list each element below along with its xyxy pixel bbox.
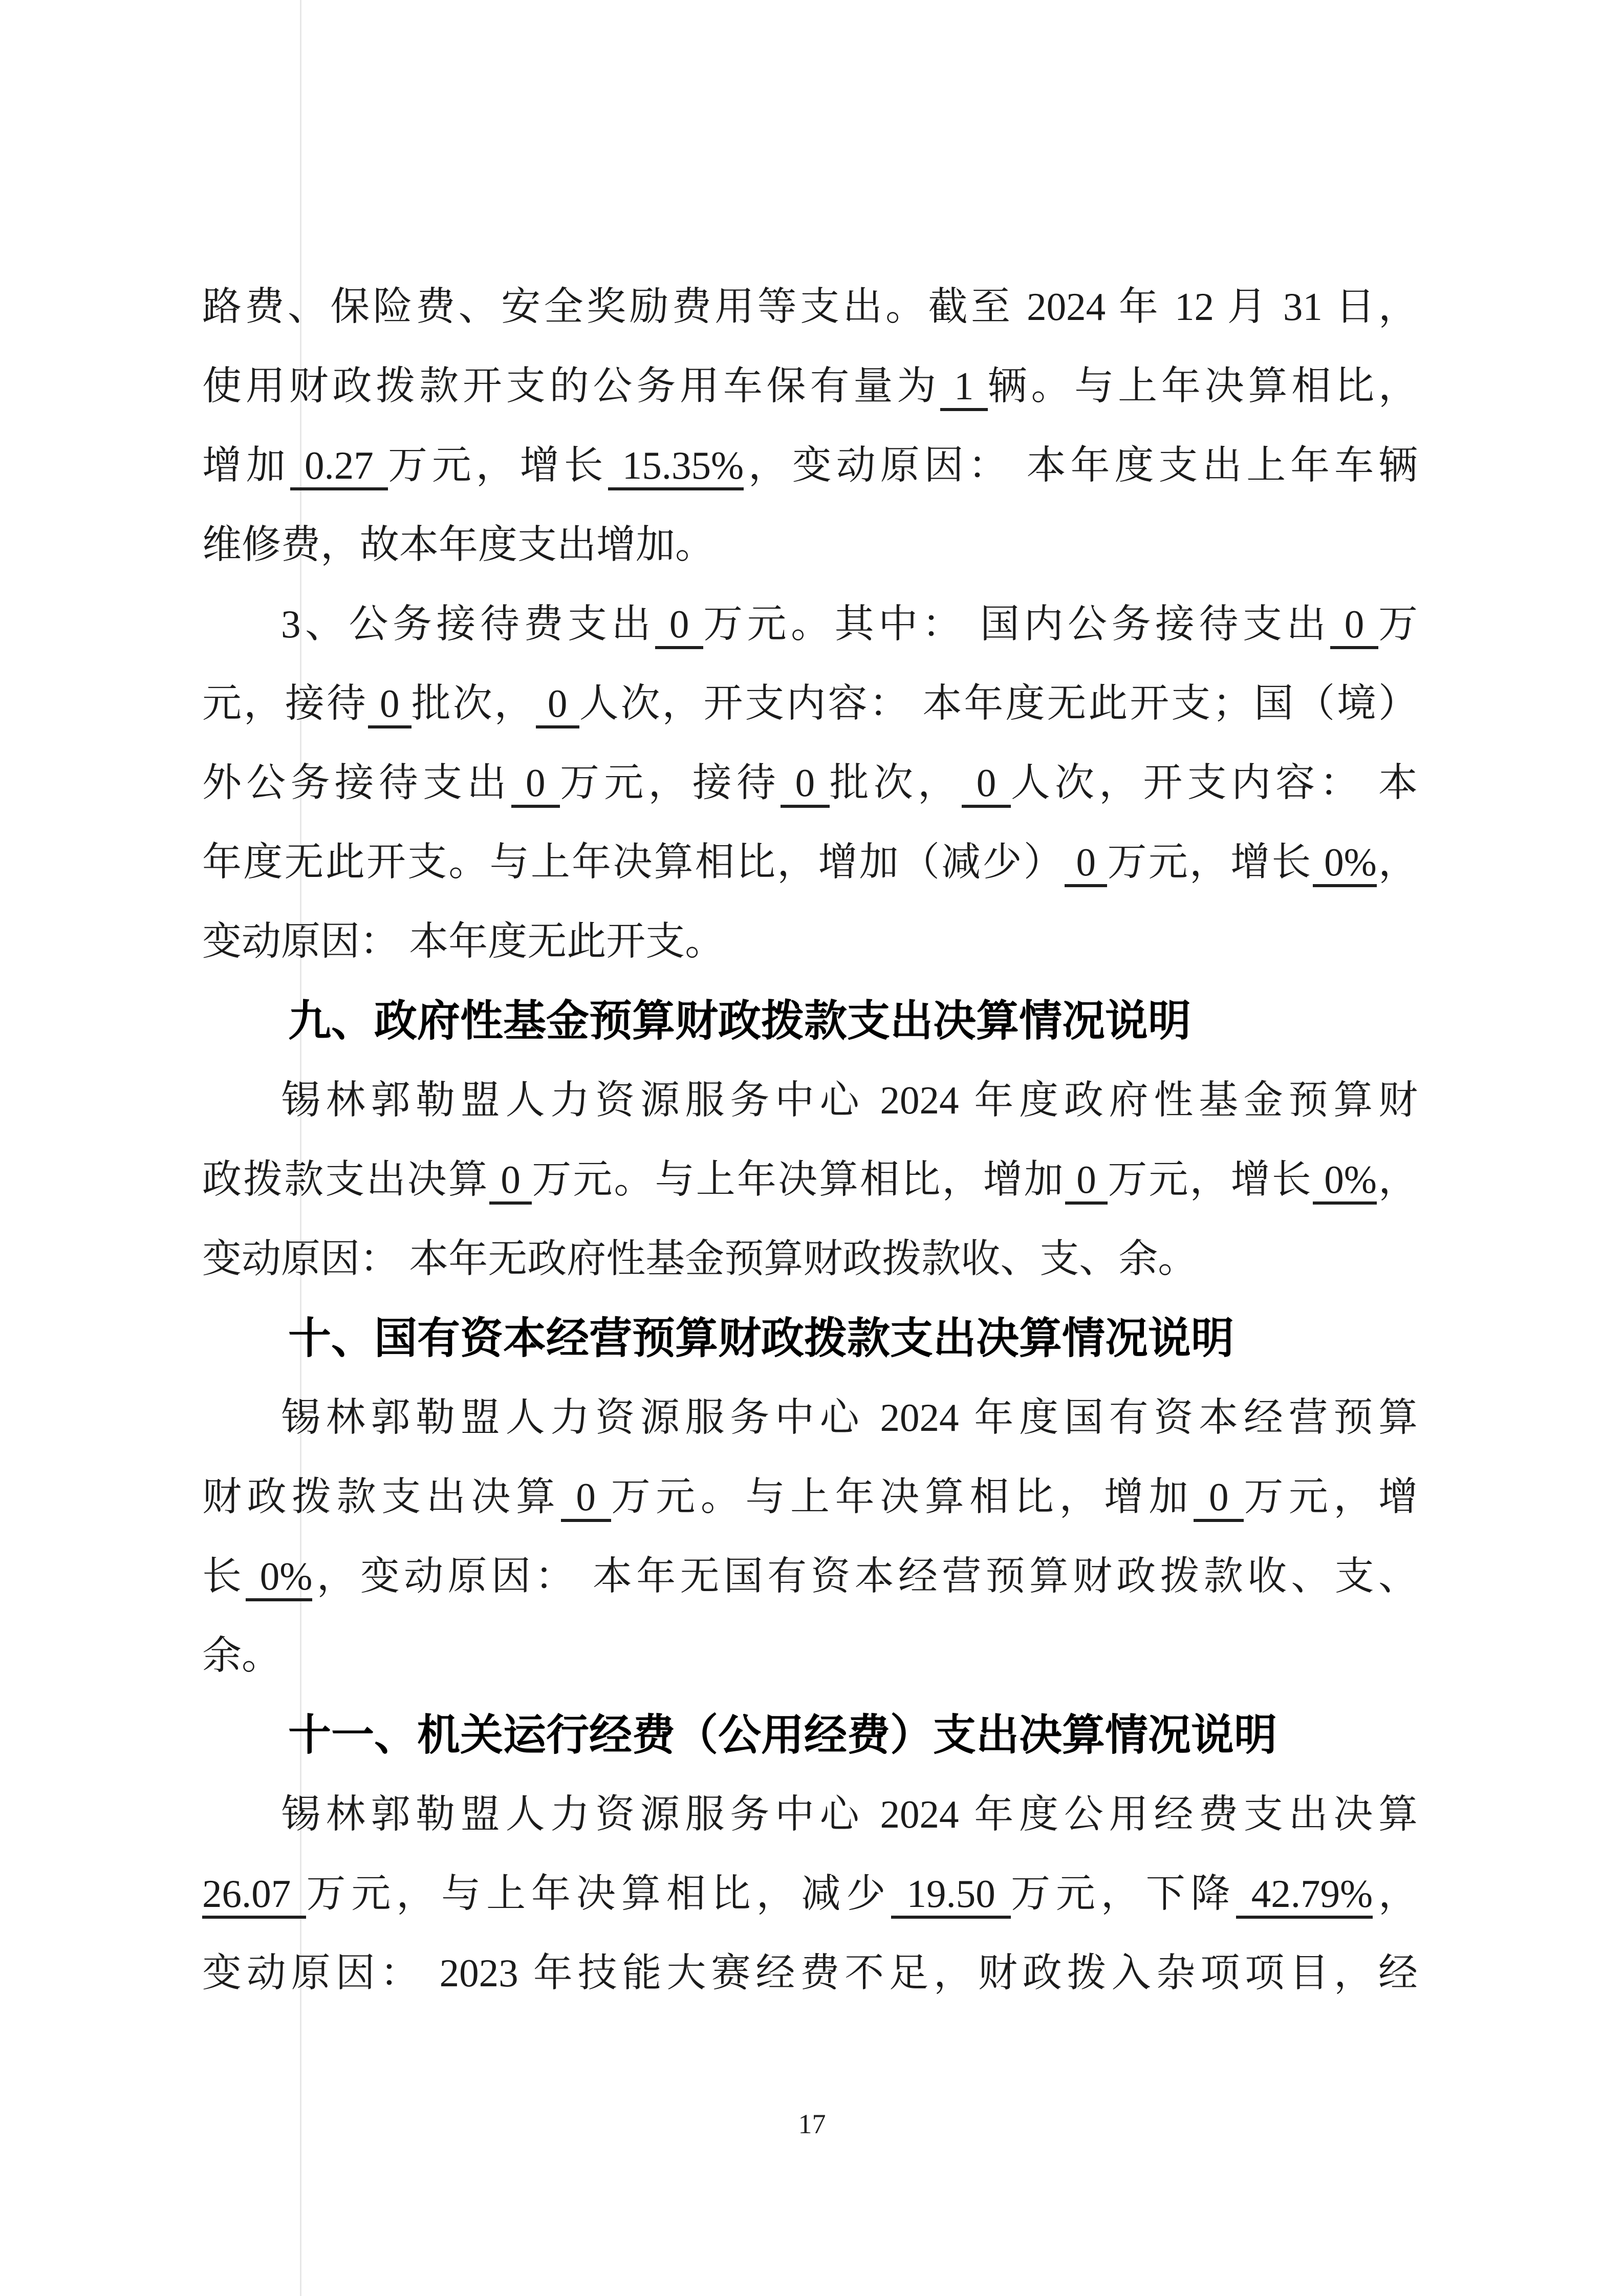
text-segment: ，变动原因： 本年无国有资本经营预算财政拨款收、支、 [312, 1554, 1418, 1598]
text-segment: 人次，开支内容： 本年度无此开支；国（境） [579, 681, 1418, 725]
underlined-value: 0 [1065, 1157, 1108, 1205]
text-line-9 [202, 902, 1418, 981]
text-line-2 [202, 347, 1418, 426]
text-segment: 辆。与上年决算相比， [987, 364, 1418, 408]
text-segment: 万元，下降 [1010, 1872, 1236, 1916]
underlined-value: 0 [1065, 840, 1107, 887]
text-segment: 财政拨款支出决算 [202, 1475, 561, 1519]
underlined-value: 0 [781, 761, 829, 808]
underlined-value: 0% [1313, 840, 1377, 887]
text-segment: 维修费，故本年度支出增加。 [202, 523, 714, 567]
underlined-value: 0 [962, 761, 1010, 808]
underlined-value: 0 [368, 681, 412, 728]
text-line-12 [202, 1140, 1418, 1219]
text-segment: 万元。与上年决算相比，增加 [611, 1475, 1194, 1519]
text-segment: 万元，增 [1244, 1475, 1418, 1519]
underlined-value: 1 [940, 364, 988, 411]
text-segment: 批次， [829, 761, 962, 805]
section-heading [202, 1299, 1418, 1378]
underlined-value: 0% [1313, 1157, 1377, 1205]
text-segment: ， [1376, 1157, 1418, 1201]
text-segment: 万元，与上年决算相比，减少 [306, 1872, 892, 1916]
text-line-20 [202, 1775, 1418, 1854]
underlined-value: 0 [511, 761, 560, 808]
text-line-13 [202, 1219, 1418, 1299]
text-segment: 锡林郭勒盟人力资源服务中心 2024 年度公用经费支出决算 [281, 1792, 1418, 1836]
text-segment: ， [1376, 840, 1418, 884]
text-segment: 年度无此开支。与上年决算相比，增加（减少） [202, 840, 1065, 884]
underlined-value: 0 [536, 681, 579, 728]
text-segment: 万元，增长 [1107, 840, 1313, 884]
underlined-value: 0 [561, 1475, 611, 1522]
underlined-value: 0 [1194, 1475, 1244, 1522]
text-segment: 增加 [202, 443, 290, 487]
text-segment: 政拨款支出决算 [202, 1157, 489, 1201]
text-segment: 十、国有资本经营预算财政拨款支出决算情况说明 [288, 1314, 1235, 1362]
text-segment: 3、公务接待费支出 [281, 602, 656, 646]
text-segment: 变动原因： 2023 年技能大赛经费不足，财政拨入杂项项目，经 [202, 1951, 1418, 1995]
document-body [202, 267, 1418, 2013]
text-segment: 十一、机关运行经费（公用经费）支出决算情况说明 [288, 1711, 1277, 1759]
text-segment: 锡林郭勒盟人力资源服务中心 2024 年度政府性基金预算财 [281, 1078, 1418, 1122]
text-line-21 [202, 1854, 1418, 1934]
text-segment: 万元，增长 [1108, 1157, 1313, 1201]
text-line-1 [202, 267, 1418, 347]
text-line-3 [202, 426, 1418, 505]
text-segment: 万 [1378, 602, 1418, 646]
text-segment: 外公务接待支出 [202, 761, 511, 805]
section-heading [202, 1696, 1418, 1775]
text-segment: 余。 [202, 1634, 281, 1678]
underlined-value: 0 [489, 1157, 532, 1205]
underlined-value: 0 [655, 602, 703, 649]
text-line-11 [202, 1061, 1418, 1140]
text-segment: 锡林郭勒盟人力资源服务中心 2024 年度国有资本经营预算 [281, 1396, 1418, 1440]
text-segment: 人次，开支内容： 本 [1010, 761, 1418, 805]
text-line-18 [202, 1616, 1418, 1696]
text-segment: 万元。与上年决算相比，增加 [532, 1157, 1065, 1201]
underlined-value: 19.50 [891, 1872, 1011, 1919]
text-line-15 [202, 1378, 1418, 1457]
section-heading [202, 981, 1418, 1061]
text-segment: 批次， [411, 681, 536, 725]
text-segment: 路费、保险费、安全奖励费用等支出。截至 2024 年 12 月 31 日， [202, 285, 1418, 329]
text-line-8 [202, 823, 1418, 902]
text-segment: ，变动原因： 本年度支出上年车辆 [744, 443, 1418, 487]
text-segment: 元，接待 [202, 681, 368, 725]
underlined-value: 26.07 [202, 1872, 306, 1919]
text-line-7 [202, 743, 1418, 823]
page-number: 17 [798, 2109, 826, 2139]
underlined-value: 0.27 [290, 443, 388, 490]
text-segment: 九、政府性基金预算财政拨款支出决算情况说明 [288, 997, 1192, 1045]
text-line-4 [202, 505, 1418, 585]
underlined-value: 0% [246, 1554, 312, 1601]
underlined-value: 0 [1330, 602, 1378, 649]
text-segment: 使用财政拨款开支的公务用车保有量为 [202, 364, 940, 408]
text-segment: 万元，增长 [387, 443, 608, 487]
text-line-17 [202, 1537, 1418, 1616]
text-segment: 长 [202, 1554, 246, 1598]
text-line-5 [202, 585, 1418, 664]
text-segment: 变动原因： 本年度无此开支。 [202, 919, 725, 963]
underlined-value: 15.35% [608, 443, 744, 490]
text-segment: ， [1373, 1872, 1418, 1916]
underlined-value: 42.79% [1236, 1872, 1373, 1919]
text-line-16 [202, 1457, 1418, 1537]
text-segment: 万元，接待 [560, 761, 781, 805]
text-line-22 [202, 1934, 1418, 2013]
text-segment: 万元。其中： 国内公务接待支出 [703, 602, 1331, 646]
text-segment: 变动原因： 本年无政府性基金预算财政拨款收、支、余。 [202, 1237, 1198, 1281]
text-line-6 [202, 664, 1418, 743]
